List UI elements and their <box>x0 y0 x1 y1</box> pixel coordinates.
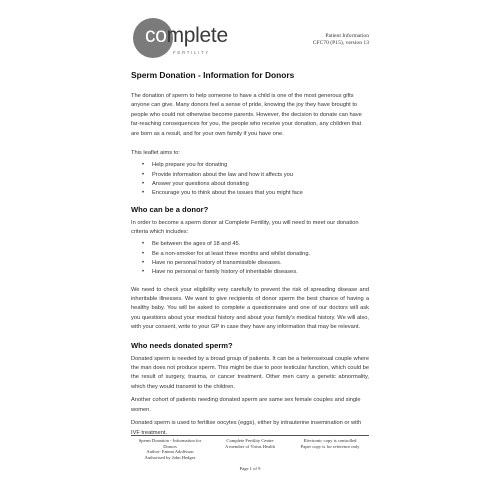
footer-divider <box>131 435 369 436</box>
page-number: Page 1 of 9 <box>239 466 261 472</box>
list-item: • Have no personal or family history of inheritable diseases. <box>152 268 369 277</box>
complete-fertility-logo <box>133 18 228 58</box>
list-item: • Help prepare you for donating <box>152 161 369 170</box>
document-meta <box>313 33 369 47</box>
intro-paragraph: The donation of sperm to help someone to have a child is one of the most generous gifts anyone can give. Many donors feel a sense of pride, knowing the joy they have brought to people who could not otherwise become parents. However, the decision to donate can have far-reaching consequences for you, the people who receive your donation, any children that are born as a result, and for your own family if you have one. <box>131 93 362 137</box>
donor-intro: In order to become a sperm donor at Complete Fertility, you will need to meet our donation criteria which includes: <box>131 219 359 236</box>
list-item: • Answer your questions about donating <box>152 180 369 189</box>
meta-line-1: Patient Information <box>325 33 369 39</box>
list-item: • Be between the ages of 18 and 45. <box>152 240 369 249</box>
document-footer <box>131 435 369 471</box>
list-item: • Provide information about the law and how it affects you <box>152 171 369 180</box>
eligibility-paragraph: We need to check your eligibility very carefully to prevent the risk of spreading disease and inheritable illnesses. We want to give recipients of donor sperm the best chance of having a healthy baby. You will be asked to complete a questionnaire and one of our doctors will ask you questions about your medical history and about your family's medical history. We will also, with your consent, write to your GP in case they have any information that may be relevant. <box>131 286 369 331</box>
aims-list <box>131 161 369 198</box>
meta-line-2: CFC70 (P15), version 13 <box>312 40 369 46</box>
document-content <box>131 66 369 438</box>
list-item: • Have no personal history of transmissible diseases. <box>152 259 369 268</box>
footer-copy-control: Electronic copy is controlled Paper copy is for reference only <box>300 438 360 449</box>
criteria-list <box>131 240 369 277</box>
document-title: Sperm Donation - Information for Donors <box>131 70 295 80</box>
footer-organisation: Complete Fertility Centre A member of Virtus Health <box>225 438 275 449</box>
list-item: • Encourage you to think about the issues that you might face <box>152 189 369 198</box>
logo-subtitle: FERTILITY <box>173 50 210 55</box>
logo-wordmark: complete <box>145 24 228 47</box>
needs-paragraph-2: Another cohort of patients needing donated sperm are same sex female couples and single women. <box>131 397 361 413</box>
needs-paragraph-3: Donated sperm is used to fertilise oocytes (eggs), either by intrauterine insemination or with IVF treatment. <box>131 420 362 436</box>
section-heading-needs: Who needs donated sperm? <box>131 340 233 350</box>
list-item: • Be a non-smoker for at least three months and whilst donating. <box>152 250 369 259</box>
needs-paragraph-1: Donated sperm is needed by a broad group of patients. It can be a heterosexual couple where the man does not produce sperm. This might be due to poor testicular function, which could be the result of surgery, trauma, or cancer treatment. Other men carry a genetic abnormality, which they would transmit to the children. <box>131 355 369 390</box>
section-heading-donor: Who can be a donor? <box>131 204 209 214</box>
aims-intro: This leaflet aims to: <box>131 150 180 157</box>
footer-document-info: Sperm Donation - Information for Donors Author: Emma Adolfsson Authorised by John Hedges <box>138 438 202 460</box>
